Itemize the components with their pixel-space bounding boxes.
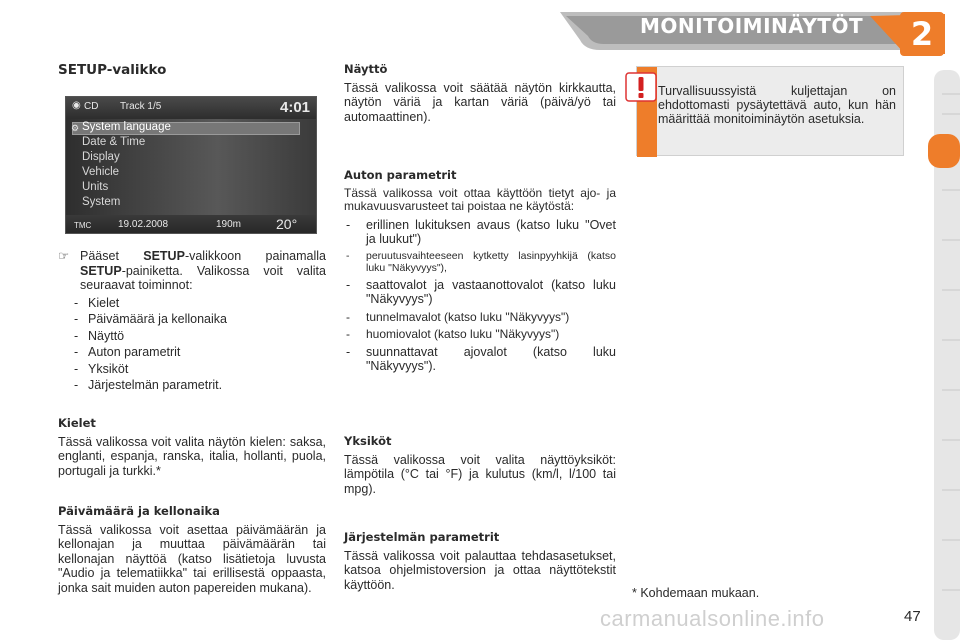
pointing-hand-icon: ☞: [58, 249, 70, 263]
screen-source: CD: [84, 101, 99, 112]
screen-menu-item: Vehicle: [82, 166, 120, 178]
system-text: Tässä valikossa voit palauttaa tehdasasetukset, katsoa ohjelmistoversion ja ottaa näyttötekstit käyttöön.: [344, 548, 616, 592]
intro-setup-bold: SETUP: [143, 249, 185, 263]
list-item: - peruutusvaihteeseen kytketty lasinpyyhkijä (katso luku "Näkyvyys"),: [344, 250, 616, 274]
list-item: - tunnelmavalot (katso luku "Näkyvyys"): [344, 310, 616, 325]
list-item: - Järjestelmän parametrit.: [72, 377, 326, 394]
setup-options-list: [72, 295, 326, 394]
system-title: Järjestelmän parametrit: [344, 530, 500, 544]
page-number: 47: [904, 608, 921, 625]
intro-text-post: -painiketta. Valikossa voit valita seuraavat toiminnot:: [80, 263, 326, 292]
watermark: carmanualsonline.info: [600, 606, 825, 631]
units-text: Tässä valikossa voit valita näyttöyksiköt: lämpötila (°C tai °F) ja kulutus (km/l, l/100 tai mpg).: [344, 452, 616, 496]
units-section: [344, 434, 616, 496]
screen-tmc: TMC: [74, 221, 92, 230]
intro-text-pre: Pääset: [80, 249, 144, 263]
vehicle-options-list: [344, 218, 616, 374]
list-item: - saattovalot ja vastaanottovalot (katso luku "Näkyvyys"): [344, 278, 616, 307]
list-item: - Kielet: [72, 295, 326, 312]
exclamation-icon: [625, 72, 657, 102]
chapter-title: MONITOIMINÄYTÖT: [640, 14, 864, 38]
list-item: - erillinen lukituksen avaus (katso luku "Ovet ja luukut"): [344, 218, 616, 247]
screen-menu-item: Display: [82, 151, 120, 163]
screen-clock: 4:01: [280, 99, 311, 116]
screen-date: 19.02.2008: [118, 219, 169, 230]
screen-menu-item: System: [82, 196, 121, 208]
intro-paragraph: [58, 249, 326, 293]
list-item: - Auton parametrit: [72, 344, 326, 361]
warning-text: Turvallisuussyistä kuljettajan on ehdottomasti pysäytettävä auto, kun hän määrittää monitoiminäytön asetuksia.: [658, 84, 896, 126]
vehicle-section: [344, 168, 616, 374]
screen-distance: 190m: [216, 219, 242, 230]
intro-text-mid: -valikkoon painamalla: [184, 249, 326, 263]
list-item: - Päivämäärä ja kellonaika: [72, 311, 326, 328]
languages-text: Tässä valikossa voit valita näytön kielen: saksa, englanti, espanja, ranska, italia, hollanti, puola, portugali ja turkki.*: [58, 434, 326, 478]
setup-intro: [58, 249, 326, 394]
screen-track: Track 1/5: [120, 101, 162, 112]
date-time-text: Tässä valikossa voit asettaa päivämäärän ja kellonajan ja muuttaa päivämäärän tai kellonajan näyttöä (katso lisätietoja luvusta "Audio ja telematiikka" tai erillisestä oppaasta, jonka sait muiden auton papereiden mukana).: [58, 522, 326, 595]
vehicle-title: Auton parametrit: [344, 168, 457, 182]
list-item: - suunnattavat ajovalot (katso luku "Näkyvyys").: [344, 345, 616, 374]
list-item: - Yksiköt: [72, 361, 326, 378]
display-section: [344, 62, 616, 124]
active-tab[interactable]: [928, 134, 960, 168]
chapter-number: 2: [910, 15, 934, 53]
disc-icon: ◉: [72, 100, 81, 111]
list-item: - Näyttö: [72, 328, 326, 345]
vehicle-text: Tässä valikossa voit ottaa käyttöön tietyt ajo- ja mukavuusvarusteet tai poistaa ne käytöstä:: [344, 185, 616, 213]
settings-icon: ⚙: [71, 123, 80, 133]
date-time-title: Päivämäärä ja kellonaika: [58, 504, 220, 518]
side-tabs: [928, 70, 960, 640]
footnote: * Kohdemaan mukaan.: [632, 586, 760, 600]
languages-section: [58, 416, 326, 478]
screen-menu-item: Units: [82, 181, 109, 193]
display-screenshot: [65, 96, 317, 234]
date-time-section: [58, 504, 326, 595]
display-text: Tässä valikossa voit säätää näytön kirkkautta, näytön väriä ja kartan väriä (päivä/yö tai automaattinen).: [344, 80, 616, 124]
system-section: [344, 530, 616, 592]
list-item: - huomiovalot (katso luku "Näkyvyys"): [344, 327, 616, 342]
languages-title: Kielet: [58, 416, 96, 430]
screen-menu-item: Date & Time: [82, 136, 146, 148]
display-title: Näyttö: [344, 62, 388, 76]
screen-menu-item: System language: [82, 121, 171, 133]
units-title: Yksiköt: [344, 434, 392, 448]
screen-temperature: 20°: [276, 216, 298, 232]
setup-menu-title: SETUP-valikko: [58, 62, 167, 78]
intro-setup-bold: SETUP: [80, 263, 122, 278]
